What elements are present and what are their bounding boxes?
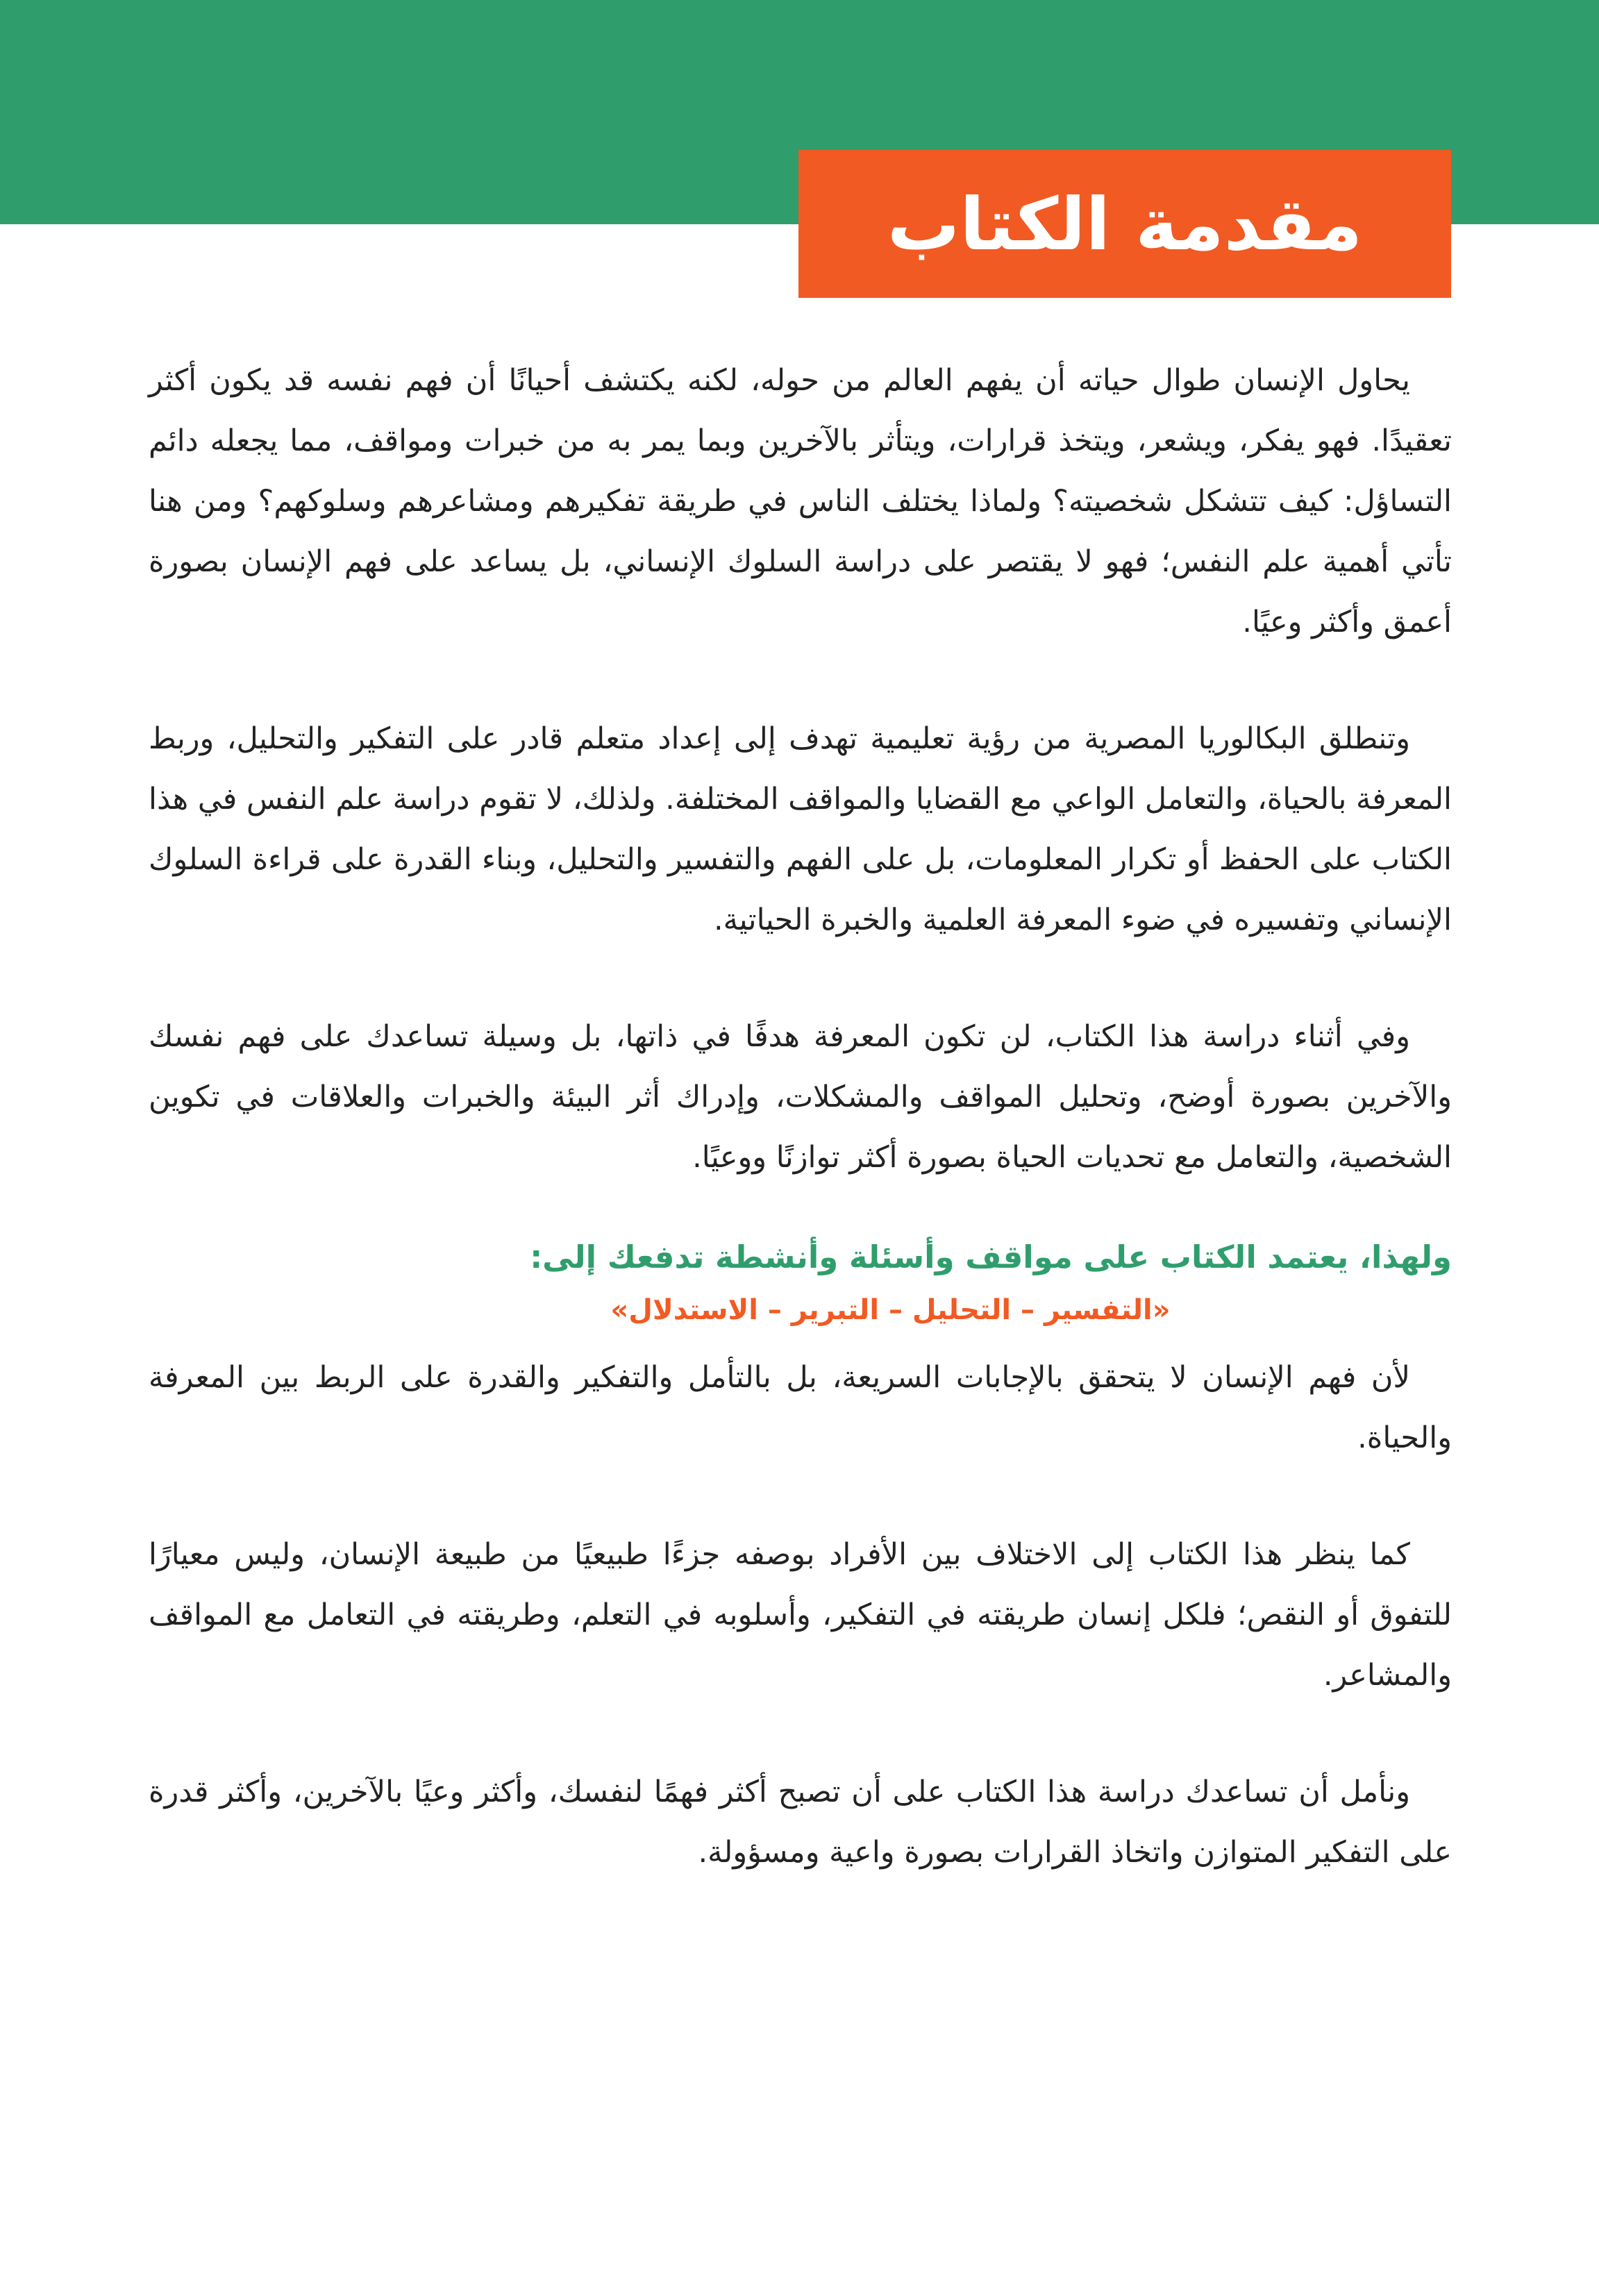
focus-keywords: «التفسير – التحليل – التبرير – الاستدلال» <box>610 1294 1171 1326</box>
intro-paragraph-1: يحاول الإنسان طوال حياته أن يفهم العالم من حوله، لكنه يكتشف أحيانًا أن فهم نفسه قد يكون أكثر تعقيدًا. فهو يفكر، ويشعر، ويتخذ قرارات، ويتأثر بالآخرين وبما يمر به من خبرات ومواقف، مما يجعله دائم التساؤل: كيف تتشكل شخصيته؟ ولماذا يختلف الناس في طريقة تفكيرهم ومشاعرهم وسلوكهم؟ ومن هنا تأتي أهمية علم النفس؛ فهو لا يقتصر على دراسة السلوك الإنساني، بل يساعد على فهم الإنسان بصورة أعمق وأكثر وعيًا. <box>149 363 1452 639</box>
closing-paragraph-1: لأن فهم الإنسان لا يتحقق بالإجابات السريعة، بل بالتأمل والتفكير والقدرة على الربط بين المعرفة والحياة. <box>149 1360 1452 1455</box>
closing-paragraph-2: كما ينظر هذا الكتاب إلى الاختلاف بين الأفراد بوصفه جزءًا طبيعيًا من طبيعة الإنسان، وليس معيارًا للتفوق أو النقص؛ فلكل إنسان طريقته في التفكير، وأسلوبه في التعلم، وطريقته في التعامل مع المواقف والمشاعر. <box>149 1537 1452 1693</box>
intro-paragraph-2: وتنطلق البكالوريا المصرية من رؤية تعليمية تهدف إلى إعداد متعلم قادر على التفكير والتحليل، وربط المعرفة بالحياة، والتعامل الواعي مع القضايا والمواقف المختلفة. ولذلك، لا تقوم دراسة علم النفس في هذا الكتاب على الحفظ أو تكرار المعلومات، بل على الفهم والتفسير والتحليل، وبناء القدرة على قراءة السلوك الإنساني وتفسيره في ضوء المعرفة العلمية والخبرة الحياتية. <box>149 721 1452 937</box>
title-box <box>798 150 1451 298</box>
main-content <box>149 351 1452 1883</box>
closing-paragraph-3: ونأمل أن تساعدك دراسة هذا الكتاب على أن تصبح أكثر فهمًا لنفسك، وأكثر وعيًا بالآخرين، وأكثر قدرة على التفكير المتوازن واتخاذ القرارات بصورة واعية ومسؤولة. <box>149 1775 1452 1870</box>
focus-heading: ولهذا، يعتمد الكتاب على مواقف وأسئلة وأنشطة تدفعك إلى: <box>530 1239 1452 1275</box>
page-title: مقدمة الكتاب <box>887 181 1363 267</box>
intro-paragraph-3: وفي أثناء دراسة هذا الكتاب، لن تكون المعرفة هدفًا في ذاتها، بل وسيلة تساعدك على فهم نفسك والآخرين بصورة أوضح، وتحليل المواقف والمشكلات، وإدراك أثر البيئة والخبرات والعلاقات في تكوين الشخصية، والتعامل مع تحديات الحياة بصورة أكثر توازنًا ووعيًا. <box>149 1019 1452 1175</box>
